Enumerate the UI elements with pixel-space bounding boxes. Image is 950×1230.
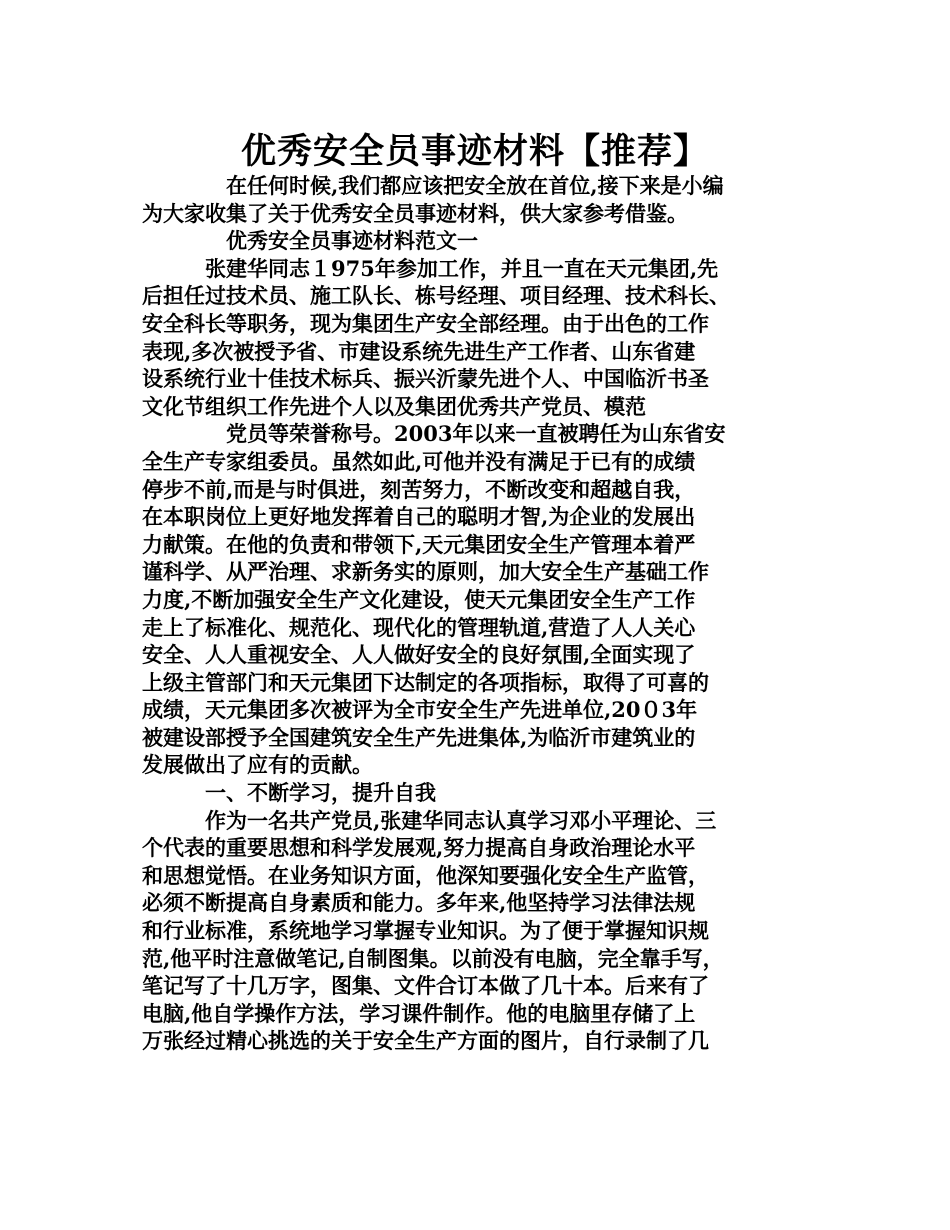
paragraph-line: 力献策。在他的负责和带领下,天元集团安全生产管理本着严 <box>142 531 696 557</box>
paragraph-line: 发展做出了应有的贡献。 <box>142 752 373 778</box>
paragraph-line: 作为一名共产党员,张建华同志认真学习邓小平理论、三 <box>205 807 717 833</box>
paragraph-line: 表现,多次被授予省、市建设系统先进生产工作者、山东省建 <box>142 338 696 364</box>
paragraph-line: 笔记写了十几万字，图集、文件合订本做了几十本。后来有了 <box>142 973 709 999</box>
paragraph-line: 上级主管部门和天元集团下达制定的各项指标，取得了可喜的 <box>142 669 709 695</box>
paragraph-line: 安全科长等职务，现为集团生产安全部经理。由于出色的工作 <box>142 310 709 336</box>
paragraph-line: 必须不断提高自身素质和能力。多年来,他坚持学习法律法规 <box>142 890 696 916</box>
paragraph-line: 党员等荣誉称号。2003年以来一直被聘任为山东省安 <box>226 421 726 447</box>
paragraph-line: 文化节组织工作先进个人以及集团优秀共产党员、模范 <box>142 393 646 419</box>
paragraph-line: 后担任过技术员、施工队长、栋号经理、项目经理、技术科长、 <box>142 283 730 309</box>
paragraph-line: 万张经过精心挑选的关于安全生产方面的图片，自行录制了几 <box>142 1028 709 1054</box>
paragraph-line: 个代表的重要思想和科学发展观,努力提高自身政治理论水平 <box>142 835 696 861</box>
paragraph-line: 安全、人人重视安全、人人做好安全的良好氛围,全面实现了 <box>142 642 696 668</box>
paragraph-line: 为大家收集了关于优秀安全员事迹材料，供大家参考借鉴。 <box>142 200 688 226</box>
paragraph-line: 停步不前,而是与时俱进，刻苦努力，不断改变和超越自我， <box>142 476 696 502</box>
paragraph-line: 走上了标准化、规范化、现代化的管理轨道,营造了人人关心 <box>142 614 696 640</box>
paragraph-line: 在本职岗位上更好地发挥着自己的聪明才智,为企业的发展出 <box>142 504 696 530</box>
paragraph-line: 成绩，天元集团多次被评为全市安全生产先进单位,20０3年 <box>142 697 698 723</box>
document-body <box>142 172 822 1055</box>
paragraph-line: 优秀安全员事迹材料范文一 <box>226 228 478 254</box>
paragraph-line: 张建华同志１975年参加工作，并且一直在天元集团,先 <box>205 255 719 281</box>
paragraph-line: 被建设部授予全国建筑安全生产先进集体,为临沂市建筑业的 <box>142 724 696 750</box>
paragraph-line: 谨科学、从严治理、求新务实的原则，加大安全生产基础工作 <box>142 559 709 585</box>
paragraph-line: 范,他平时注意做笔记,自制图集。以前没有电脑，完全靠手写， <box>142 945 724 971</box>
paragraph-line: 电脑,他自学操作方法，学习课件制作。他的电脑里存储了上 <box>142 1000 696 1026</box>
document-title: 优秀安全员事迹材料【推荐】 <box>240 131 709 172</box>
paragraph-line: 在任何时候,我们都应该把安全放在首位,接下来是小编 <box>226 173 724 198</box>
paragraph-line: 和行业标准，系统地学习掌握专业知识。为了便于掌握知识规 <box>142 918 709 944</box>
paragraph-line: 设系统行业十佳技术标兵、振兴沂蒙先进个人、中国临沂书圣 <box>142 366 709 392</box>
paragraph-line: 力度,不断加强安全生产文化建设，使天元集团安全生产工作 <box>142 586 696 612</box>
paragraph-line: 和思想觉悟。在业务知识方面，他深知要强化安全生产监管， <box>142 862 709 888</box>
paragraph-line: 一、不断学习，提升自我 <box>205 780 436 806</box>
paragraph-line: 全生产专家组委员。虽然如此,可他并没有满足于已有的成绩 <box>142 448 696 474</box>
